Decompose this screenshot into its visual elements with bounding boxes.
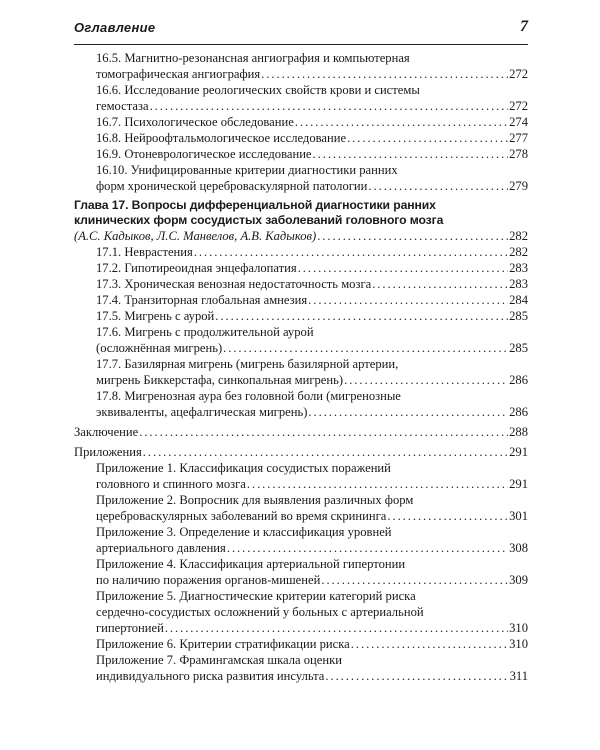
toc-entry[interactable]	[74, 460, 528, 492]
toc-page-number: 284	[509, 293, 528, 307]
dot-leader	[227, 540, 508, 556]
appendix-entries	[74, 460, 528, 684]
toc-entry-text: артериального давления	[96, 541, 226, 555]
toc-entry-text: 17.4. Транзиторная глобальная амнезия	[96, 293, 308, 307]
toc-page-number: 291	[509, 477, 528, 491]
toc-entry[interactable]	[74, 356, 528, 388]
toc-page-number: 310	[509, 637, 528, 651]
toc-entry-text: Приложение 1. Классификация сосудистых поражений	[96, 461, 391, 475]
toc-page-number: 285	[509, 341, 528, 355]
dot-leader	[165, 620, 508, 636]
dot-leader	[143, 444, 508, 460]
toc-entry-label: Заключение	[74, 425, 139, 439]
dot-leader	[313, 146, 509, 162]
toc-entry-text: 17.7. Базилярная мигрень (мигрень базилярной артерии,	[96, 357, 399, 371]
toc-entry-text: 17.2. Гипотиреоидная энцефалопатия	[96, 261, 297, 275]
toc-entry-text: сердечно-сосудистых осложнений у больных с артериальной	[96, 605, 424, 619]
toc-entry[interactable]	[74, 82, 528, 114]
toc-entry[interactable]	[74, 276, 528, 292]
dot-leader	[194, 244, 508, 260]
running-header-title: Оглавление	[74, 20, 156, 35]
toc-entry-text: мигрень Биккерстафа, синкопальная мигрень)	[96, 373, 344, 387]
toc-entry-text: 16.10. Унифицированные критерии диагностики ранних	[96, 163, 398, 177]
toc-entry[interactable]	[74, 492, 528, 524]
toc-entry-text: эквиваленты, ацефалгическая мигрень)	[96, 405, 308, 419]
toc-entry[interactable]	[74, 556, 528, 588]
toc-entry-conclusion[interactable]	[74, 424, 528, 440]
toc-page-number: 283	[509, 261, 528, 275]
dot-leader	[368, 178, 508, 194]
chapter-17-title-line: клинических форм сосудистых заболеваний головного мозга	[74, 213, 444, 227]
table-of-contents	[74, 50, 528, 684]
toc-entry-text: 16.9. Отоневрологическое исследование	[96, 147, 312, 161]
toc-entry-text: головного и спинного мозга	[96, 477, 246, 491]
toc-page-number: 311	[509, 669, 528, 683]
toc-entry-text: 16.5. Магнитно-резонансная ангиография и компьютерная	[96, 51, 410, 65]
toc-entry-text: форм хронической цереброваскулярной патологии	[96, 179, 368, 193]
toc-page-number: 282	[509, 229, 528, 243]
dot-leader	[372, 276, 508, 292]
toc-entry-text: 17.8. Мигренозная аура без головной боли (мигренозные	[96, 389, 401, 403]
toc-entry-text: 17.6. Мигрень с продолжительной аурой	[96, 325, 314, 339]
dot-leader	[351, 636, 508, 652]
toc-page-number: 286	[509, 405, 528, 419]
dot-leader	[347, 130, 508, 146]
chapter-17-authors-entry[interactable]	[74, 228, 528, 244]
dot-leader	[295, 114, 508, 130]
toc-entry[interactable]	[74, 636, 528, 652]
chapter-17-heading[interactable]	[74, 198, 528, 228]
toc-entry-text: гемостаза	[96, 99, 149, 113]
chapter-17-title-line: Глава 17. Вопросы дифференциальной диагностики ранних	[74, 198, 436, 212]
header-rule	[74, 44, 528, 45]
dot-leader	[261, 66, 508, 82]
toc-page-number: 279	[509, 179, 528, 193]
toc-page-number: 272	[509, 67, 528, 81]
toc-page-number: 285	[509, 309, 528, 323]
toc-page-number: 283	[509, 277, 528, 291]
dot-leader	[247, 476, 508, 492]
toc-entry-text: Приложение 7. Фрамингамская шкала оценки	[96, 653, 342, 667]
toc-page-number: 288	[509, 425, 528, 439]
toc-entry-text: цереброваскулярных заболеваний во время скрининга	[96, 509, 387, 523]
toc-entry-text: Приложение 6. Критерии стратификации риска	[96, 637, 350, 651]
dot-leader	[325, 668, 508, 684]
toc-entry-text: 16.8. Нейроофтальмологическое исследование	[96, 131, 347, 145]
dot-leader	[387, 508, 508, 524]
toc-entry-text: 17.5. Мигрень с аурой	[96, 309, 215, 323]
dot-leader	[223, 340, 508, 356]
chapter-17-entries	[74, 244, 528, 420]
toc-entry[interactable]	[74, 388, 528, 420]
toc-entry-text: 16.7. Психологическое обследование	[96, 115, 294, 129]
toc-entry-text: (осложнённая мигрень)	[96, 341, 223, 355]
toc-entry-text: гипертонией	[96, 621, 164, 635]
toc-entry[interactable]	[74, 162, 528, 194]
toc-entry[interactable]	[74, 114, 528, 130]
chapter-16-entries	[74, 50, 528, 194]
toc-page-number: 278	[509, 147, 528, 161]
dot-leader	[139, 424, 508, 440]
toc-entry[interactable]	[74, 146, 528, 162]
toc-entry-text: 16.6. Исследование реологических свойств крови и системы	[96, 83, 420, 97]
dot-leader	[317, 228, 508, 244]
chapter-17-authors: (А.С. Кадыков, Л.С. Манвелов, А.В. Кадыков)	[74, 229, 317, 243]
toc-entry[interactable]	[74, 524, 528, 556]
toc-page-number: 308	[509, 541, 528, 555]
toc-entry[interactable]	[74, 260, 528, 276]
toc-entry[interactable]	[74, 292, 528, 308]
toc-page-number: 282	[509, 245, 528, 259]
toc-entry-text: 17.3. Хроническая венозная недостаточность мозга	[96, 277, 372, 291]
toc-page-number: 272	[509, 99, 528, 113]
dot-leader	[298, 260, 508, 276]
toc-entry[interactable]	[74, 244, 528, 260]
toc-page-number: 310	[509, 621, 528, 635]
toc-page-number: 286	[509, 373, 528, 387]
toc-entry[interactable]	[74, 130, 528, 146]
dot-leader	[215, 308, 508, 324]
dot-leader	[150, 98, 509, 114]
toc-entry-text: индивидуального риска развития инсульта	[96, 669, 325, 683]
toc-entry-text: Приложение 5. Диагностические критерии категорий риска	[96, 589, 416, 603]
toc-page-number: 309	[509, 573, 528, 587]
toc-entry[interactable]	[74, 324, 528, 356]
toc-page-number: 291	[509, 445, 528, 459]
dot-leader	[308, 404, 508, 420]
toc-entry-text: 17.1. Неврастения	[96, 245, 193, 259]
dot-leader	[321, 572, 508, 588]
toc-entry[interactable]	[74, 652, 528, 684]
toc-entry-text: по наличию поражения органов-мишеней	[96, 573, 321, 587]
toc-entry[interactable]	[74, 588, 528, 636]
toc-entry[interactable]	[74, 308, 528, 324]
page-number: 7	[520, 18, 528, 35]
toc-entry-text: Приложение 3. Определение и классификация уровней	[96, 525, 392, 539]
running-header	[74, 18, 528, 42]
dot-leader	[308, 292, 508, 308]
toc-page-number: 274	[509, 115, 528, 129]
toc-entry[interactable]	[74, 50, 528, 82]
toc-entry-text: томографическая ангиография	[96, 67, 261, 81]
toc-page-number: 277	[509, 131, 528, 145]
toc-page-number: 301	[509, 509, 528, 523]
toc-entry-text: Приложение 4. Классификация артериальной гипертонии	[96, 557, 406, 571]
toc-entry-label: Приложения	[74, 445, 142, 459]
dot-leader	[344, 372, 508, 388]
toc-entry-text: Приложение 2. Вопросник для выявления различных форм	[96, 493, 414, 507]
toc-entry-appendices[interactable]	[74, 444, 528, 460]
